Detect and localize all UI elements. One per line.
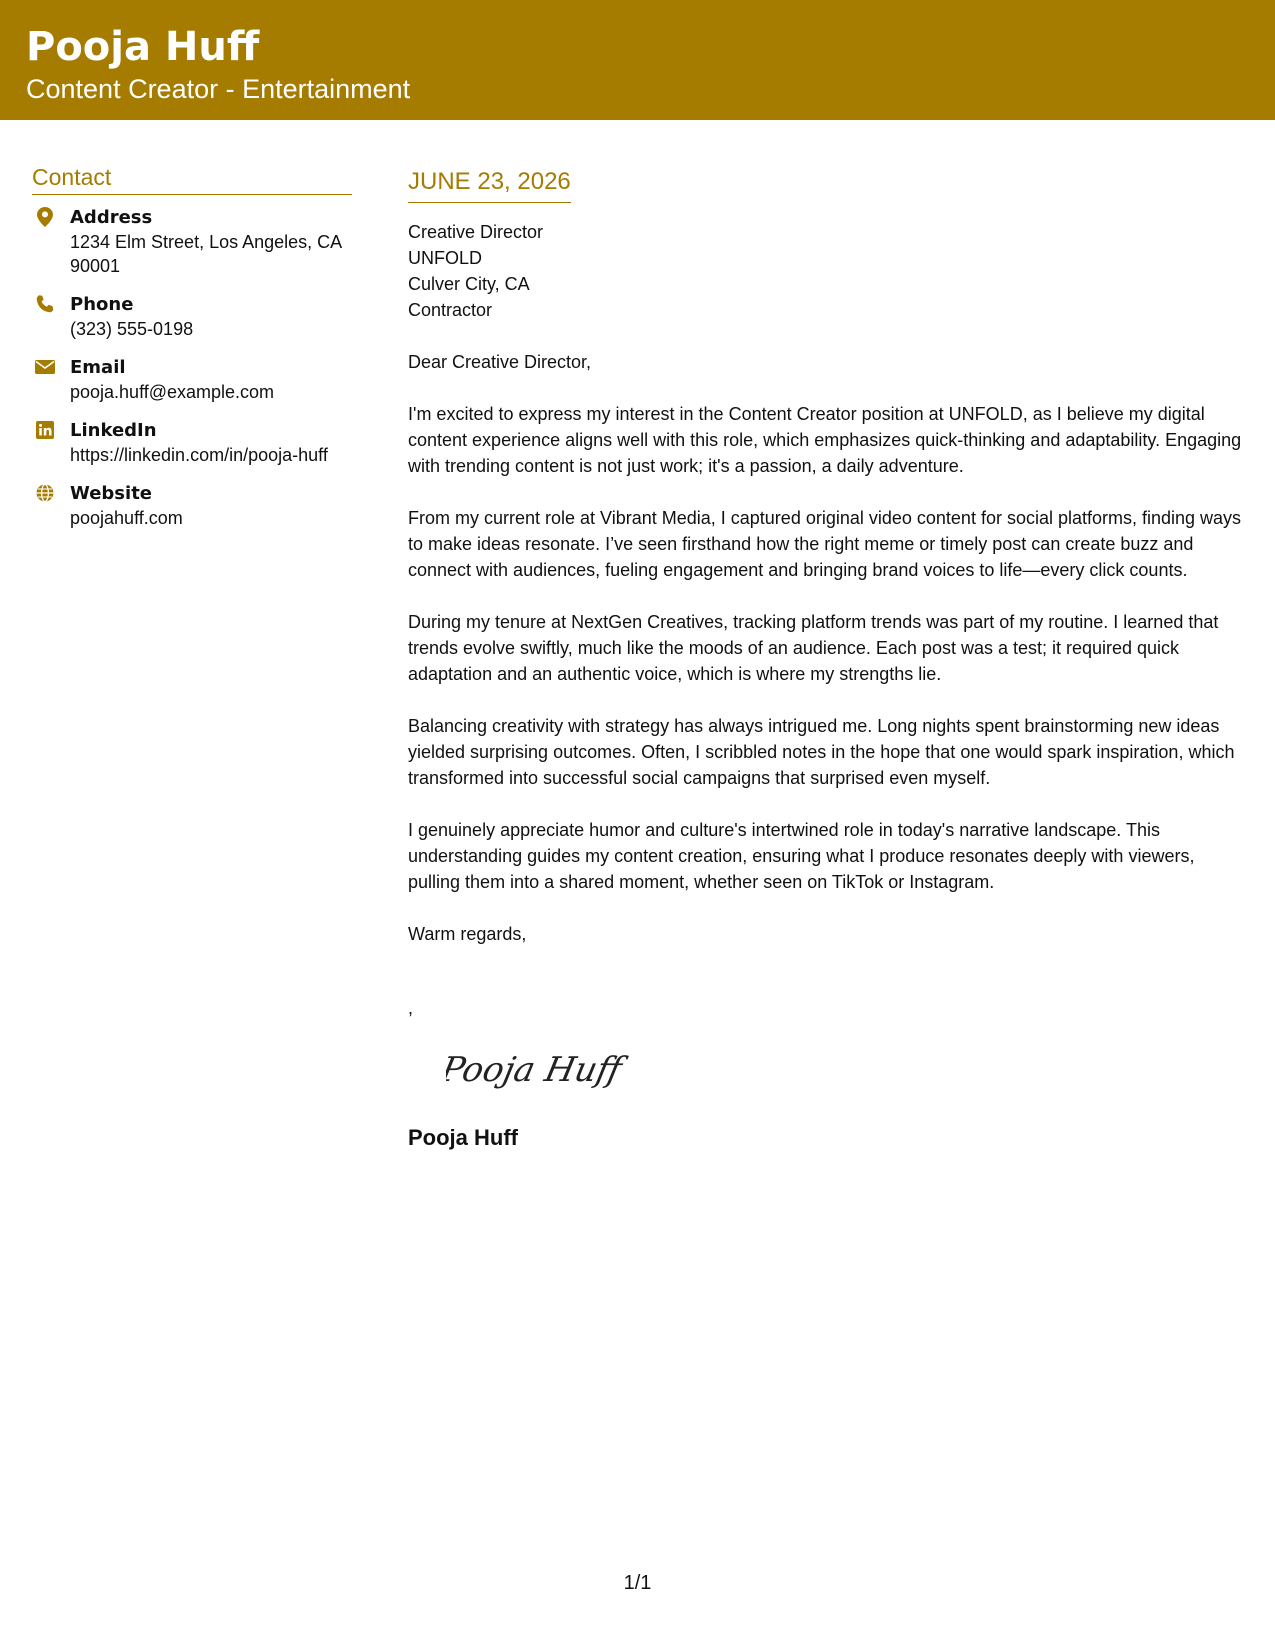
envelope-icon <box>35 357 55 377</box>
salutation: Dear Creative Director, <box>408 352 592 372</box>
phone-value: (323) 555-0198 <box>70 319 194 339</box>
recipient-line: Creative Director <box>408 222 544 242</box>
recipient-line: Contractor <box>408 300 493 320</box>
letter-paragraph: Balancing creativity with strategy has always intrigued me. Long nights spent brainstorming new ideas yielded surprising outcomes. Often, I scribbled notes in the hope that one would spark inspiration, which transformed into successful social campaigns that surprised even myself. <box>408 716 1235 788</box>
letter-paragraph: During my tenure at NextGen Creatives, tracking platform trends was part of my routine. I learned that trends evolve swiftly, much like the moods of an audience. Each post was a test; it required quick adaptation and an authentic voice, which is where my strengths lie. <box>408 612 1219 684</box>
header-job-title: Content Creator - Entertainment <box>26 74 411 104</box>
linkedin-value: https://linkedin.com/in/pooja-huff <box>70 445 328 465</box>
contact-label: Phone <box>70 294 134 315</box>
contact-section-title: Contact <box>32 162 352 195</box>
contact-item-email <box>32 355 352 404</box>
address-value: 1234 Elm Street, Los Angeles, CA 90001 <box>70 232 342 276</box>
contact-label: LinkedIn <box>70 420 157 441</box>
contact-label: Email <box>70 357 126 378</box>
website-value: poojahuff.com <box>70 508 183 528</box>
linkedin-icon <box>35 420 55 440</box>
header-banner <box>0 0 1275 120</box>
contact-item-linkedin <box>32 418 352 467</box>
letter-date: JUNE 23, 2026 <box>408 166 571 203</box>
letter-body <box>408 166 1243 1153</box>
contact-sidebar <box>32 162 352 544</box>
letter-paragraph: From my current role at Vibrant Media, I captured original video content for social platforms, finding ways to make ideas resonate. I’ve seen firsthand how the right meme or timely post can create buzz and connect with audiences, fueling engagement and bringing brand voices to life—every click counts. <box>408 508 1242 580</box>
phone-icon <box>35 294 55 314</box>
letter-paragraphs <box>408 401 1243 895</box>
signer-name: Pooja Huff <box>408 1125 518 1150</box>
closing: Warm regards, <box>408 924 527 944</box>
signature-text: Pooja Huff <box>446 1050 626 1090</box>
letter-paragraph: I'm excited to express my interest in the Content Creator position at UNFOLD, as I believe my digital content experience aligns well with this role, which emphasizes quick-thinking and adaptability. Engaging with trending content is not just work; it's a passion, a daily adventure. <box>408 404 1242 476</box>
email-value: pooja.huff@example.com <box>70 382 275 402</box>
contact-item-website <box>32 481 352 530</box>
recipient-line: Culver City, CA <box>408 274 530 294</box>
map-pin-icon <box>35 207 55 227</box>
header-name: Pooja Huff <box>26 24 260 70</box>
handwritten-signature <box>446 1039 646 1099</box>
page-number: 1/1 <box>623 1572 652 1594</box>
contact-item-phone <box>32 292 352 341</box>
globe-icon <box>35 483 55 503</box>
comma-text: , <box>408 998 414 1018</box>
contact-item-address <box>32 205 352 278</box>
recipient-block <box>408 219 1243 323</box>
recipient-line: UNFOLD <box>408 248 483 268</box>
contact-label: Address <box>70 207 153 228</box>
contact-label: Website <box>70 483 153 504</box>
letter-paragraph: I genuinely appreciate humor and culture's intertwined role in today's narrative landscape. This understanding guides my content creation, ensuring what I produce resonates deeply with viewers, pulling them into a shared moment, whether seen on TikTok or Instagram. <box>408 820 1195 892</box>
